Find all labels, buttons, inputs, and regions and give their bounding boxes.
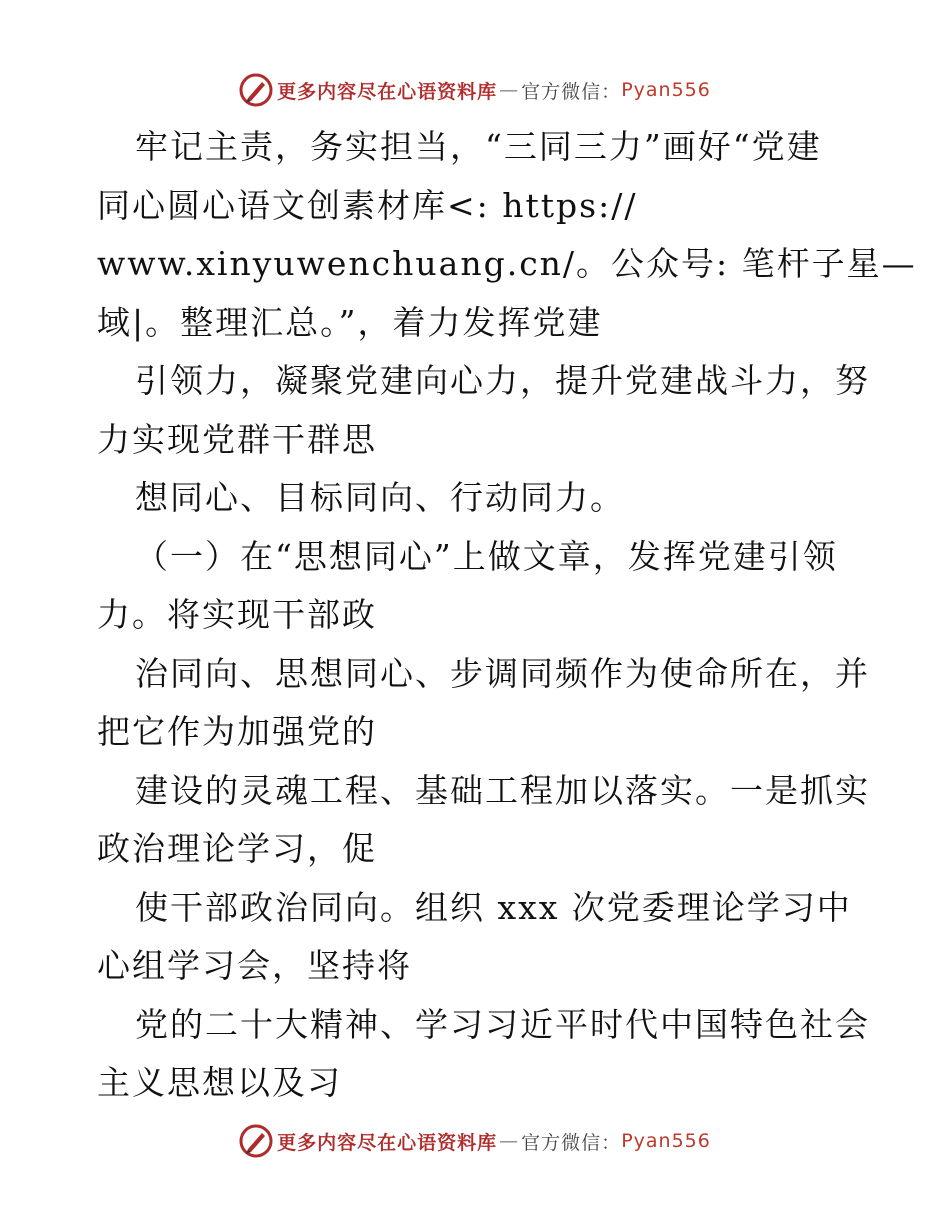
header-banner bbox=[0, 70, 950, 110]
pen-logo-icon bbox=[239, 73, 273, 107]
header-official-label: 官方微信： bbox=[521, 80, 622, 103]
footer-official-label: 官方微信： bbox=[521, 1131, 622, 1154]
body-line: www.xinyuwenchuang.cn/。公众号: 笔杆子星— bbox=[97, 244, 917, 283]
footer-wechat-id: Pyan556 bbox=[621, 1130, 711, 1152]
pen-logo-icon bbox=[239, 1124, 273, 1158]
body-line: 引领力，凝聚党建向心力，提升党建战斗力，努 bbox=[135, 361, 870, 400]
header-brand-text: 更多内容尽在心语资料库 bbox=[277, 80, 498, 103]
body-line: 治同向、思想同心、步调同频作为使命所在，并 bbox=[135, 653, 870, 693]
footer-banner bbox=[0, 1121, 950, 1161]
body-line: 同心圆心语文创素材库<: https:// bbox=[97, 185, 638, 225]
header-wechat-id: Pyan556 bbox=[621, 79, 711, 101]
body-line: 心组学习会，坚持将 bbox=[97, 946, 412, 985]
body-line: 主义思想以及习 bbox=[97, 1063, 342, 1102]
body-line: 党的二十大精神、学习习近平时代中国特色社会 bbox=[135, 1004, 870, 1044]
body-line: 把它作为加强党的 bbox=[97, 712, 377, 751]
body-line: 建设的灵魂工程、基础工程加以落实。一是抓实 bbox=[135, 770, 870, 810]
body-line: 想同心、目标同向、行动同力。 bbox=[135, 478, 625, 517]
body-line: 政治理论学习，促 bbox=[97, 829, 377, 868]
body-line: 使干部政治同向。组织 xxx 次党委理论学习中 bbox=[135, 887, 852, 927]
body-line: 力实现党群干群思 bbox=[97, 419, 377, 459]
footer-dash: — bbox=[499, 1130, 520, 1152]
body-line: （一）在“思想同心”上做文章，发挥党建引领 bbox=[135, 536, 838, 576]
body-line: 牢记主责，务实担当，“三同三力”画好“党建 bbox=[135, 127, 822, 166]
body-line: 力。将实现干部政 bbox=[97, 595, 377, 634]
footer-brand-text: 更多内容尽在心语资料库 bbox=[277, 1131, 498, 1154]
document-body bbox=[97, 118, 917, 1113]
header-dash: — bbox=[499, 79, 520, 101]
body-line: 域|。整理汇总。”，着力发挥党建 bbox=[97, 302, 603, 342]
